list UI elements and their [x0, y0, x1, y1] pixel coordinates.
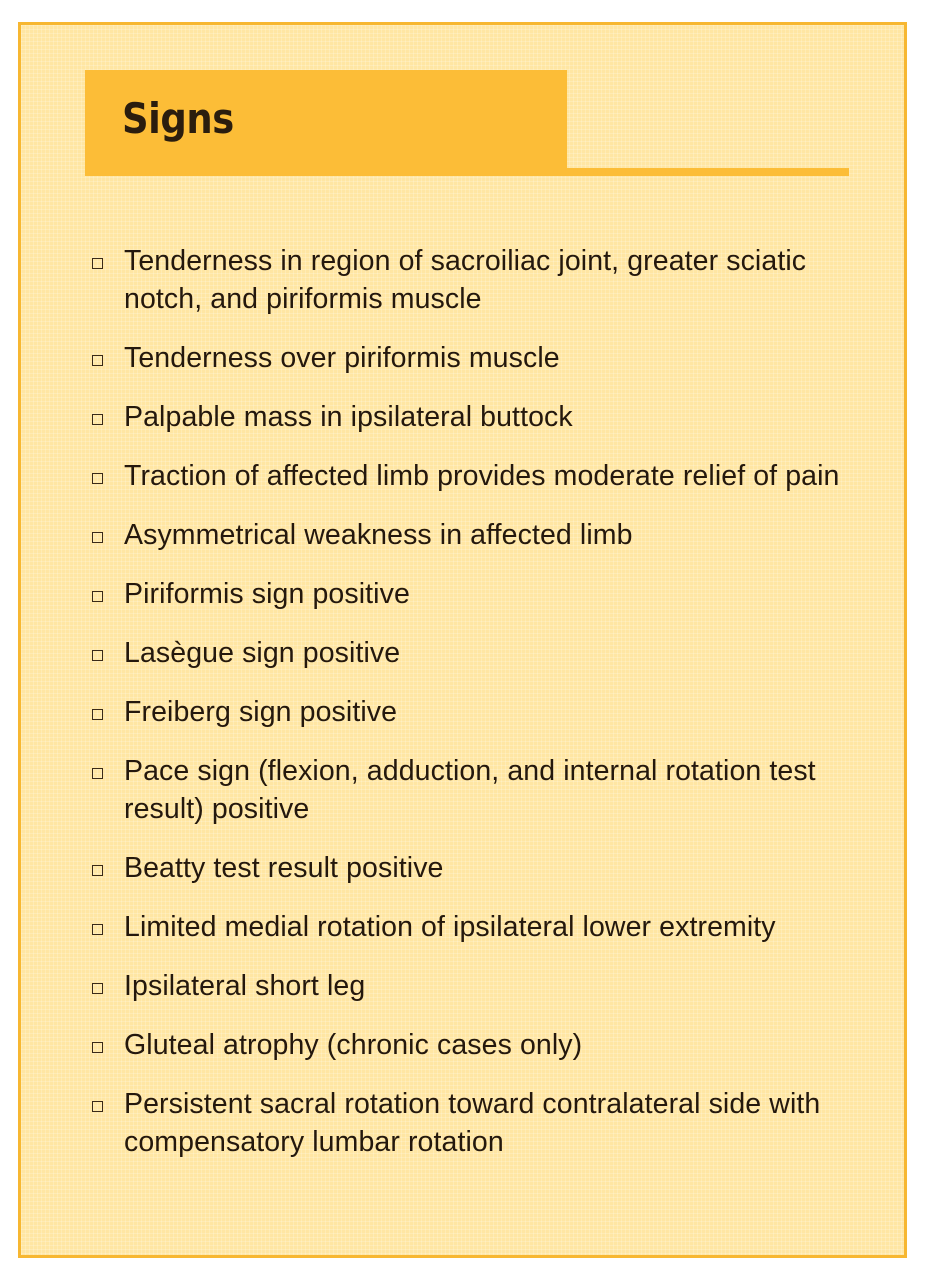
checkbox-icon [92, 1101, 103, 1112]
checkbox-icon [92, 414, 103, 425]
list-item [92, 752, 882, 828]
checkbox-icon [92, 258, 103, 269]
list-item [92, 398, 882, 436]
sign-text: Asymmetrical weakness in affected limb [124, 519, 633, 551]
sign-text: Freiberg sign positive [124, 696, 398, 728]
sign-text: Gluteal atrophy (chronic cases only) [124, 1029, 583, 1061]
sign-text: Lasègue sign positive [124, 637, 401, 669]
signs-list [92, 242, 882, 1182]
checkbox-icon [92, 865, 103, 876]
checkbox-icon [92, 983, 103, 994]
sign-text: Pace sign (flexion, adduction, and internal rotation test result) positive [124, 755, 816, 825]
list-item [92, 516, 882, 554]
sign-text: Persistent sacral rotation toward contralateral side with compensatory lumbar rotation [124, 1088, 821, 1158]
checkbox-icon [92, 591, 103, 602]
checkbox-icon [92, 473, 103, 484]
checkbox-icon [92, 1042, 103, 1053]
list-item [92, 693, 882, 731]
checkbox-icon [92, 650, 103, 661]
panel-title: Signs [122, 94, 234, 143]
sign-text: Traction of affected limb provides moderate relief of pain [124, 460, 840, 492]
list-item [92, 849, 882, 887]
sign-text: Piriformis sign positive [124, 578, 410, 610]
list-item [92, 1085, 882, 1161]
signs-panel [18, 22, 907, 1258]
checkbox-icon [92, 924, 103, 935]
sign-text: Tenderness in region of sacroiliac joint, greater sciatic notch, and piriformis muscle [124, 245, 807, 315]
sign-text: Limited medial rotation of ipsilateral lower extremity [124, 911, 776, 943]
list-item [92, 242, 882, 318]
checkbox-icon [92, 709, 103, 720]
list-item [92, 339, 882, 377]
list-item [92, 967, 882, 1005]
checkbox-icon [92, 768, 103, 779]
sign-text: Palpable mass in ipsilateral buttock [124, 401, 573, 433]
sign-text: Ipsilateral short leg [124, 970, 366, 1002]
list-item [92, 575, 882, 613]
list-item [92, 634, 882, 672]
sign-text: Tenderness over piriformis muscle [124, 342, 560, 374]
checkbox-icon [92, 355, 103, 366]
checkbox-icon [92, 532, 103, 543]
header-underline [85, 168, 849, 176]
list-item [92, 908, 882, 946]
list-item [92, 457, 882, 495]
sign-text: Beatty test result positive [124, 852, 444, 884]
list-item [92, 1026, 882, 1064]
